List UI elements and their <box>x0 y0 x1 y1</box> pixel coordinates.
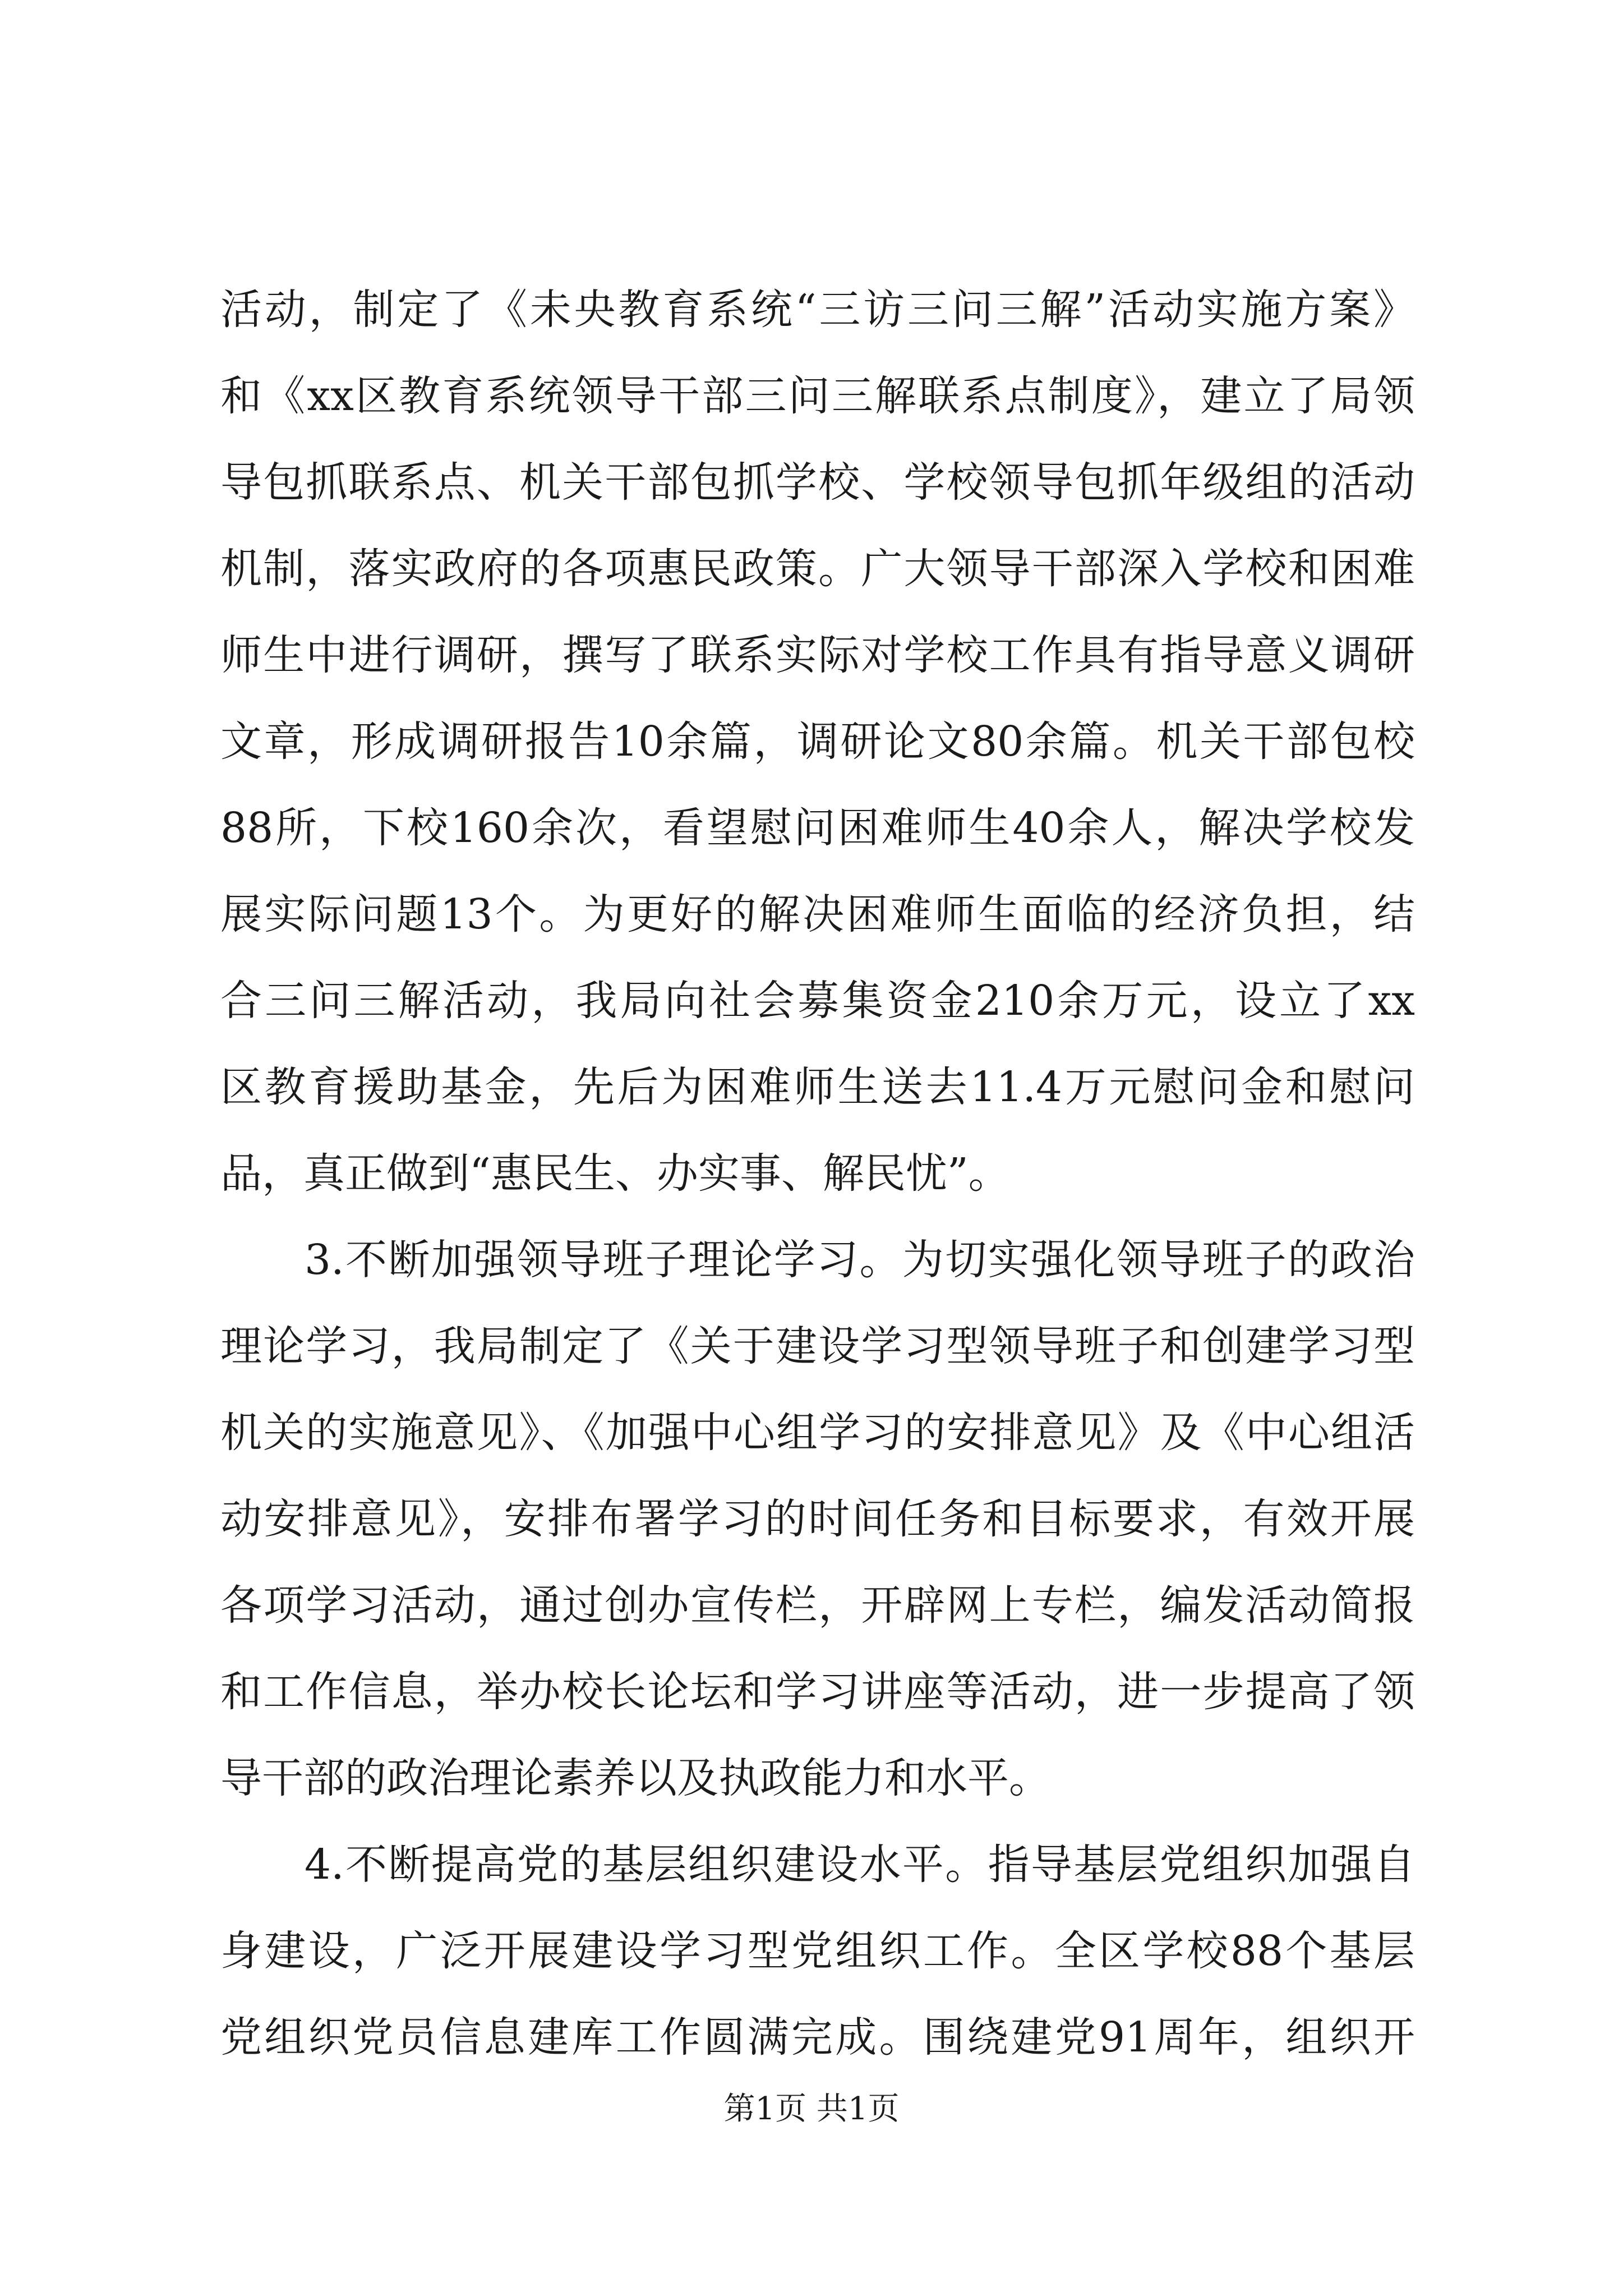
text-line-12: 3.不断加强领导班子理论学习。为切实强化领导班子的政治 <box>305 1236 1415 1284</box>
page-footer: 第1页 共1页 <box>723 2091 900 2127</box>
text-line-5: 师生中进行调研，撰写了联系实际对学校工作具有指导意义调研 <box>220 631 1415 679</box>
text-line-16: 各项学习活动，通过创办宣传栏，开辟网上专栏，编发活动简报 <box>220 1581 1415 1630</box>
text-line-9: 合三问三解活动，我局向社会募集资金210余万元，设立了xx <box>220 977 1415 1025</box>
text-line-17: 和工作信息，举办校长论坛和学习讲座等活动，进一步提高了领 <box>220 1668 1415 1716</box>
text-line-15: 动安排意见》，安排布署学习的时间任务和目标要求，有效开展 <box>220 1495 1415 1543</box>
text-line-7: 88所，下校160余次，看望慰问困难师生40余人，解决学校发 <box>220 804 1415 852</box>
text-line-18: 导干部的政治理论素养以及执政能力和水平。 <box>220 1754 1050 1802</box>
text-line-14: 机关的实施意见》、《加强中心组学习的安排意见》及《中心组活 <box>220 1409 1415 1457</box>
text-line-3: 导包抓联系点、机关干部包抓学校、学校领导包抓年级组的活动 <box>220 458 1415 507</box>
text-line-2: 和《xx区教育系统领导干部三问三解联系点制度》，建立了局领 <box>220 372 1415 420</box>
text-line-19: 4.不断提高党的基层组织建设水平。指导基层党组织加强自 <box>305 1841 1415 1889</box>
text-line-13: 理论学习，我局制定了《关于建设学习型领导班子和创建学习型 <box>220 1322 1415 1370</box>
text-line-1: 活动，制定了《未央教育系统“三访三问三解”活动实施方案》 <box>220 286 1415 334</box>
text-line-6: 文章，形成调研报告10余篇，调研论文80余篇。机关干部包校 <box>220 717 1415 766</box>
document-body <box>220 266 1415 2081</box>
text-line-8: 展实际问题13个。为更好的解决困难师生面临的经济负担，结 <box>220 890 1415 938</box>
text-line-11: 品，真正做到“惠民生、办实事、解民忧”。 <box>220 1149 1010 1198</box>
text-line-20: 身建设，广泛开展建设学习型党组织工作。全区学校88个基层 <box>220 1927 1415 1975</box>
text-line-21: 党组织党员信息建库工作圆满完成。围绕建党91周年，组织开 <box>220 2013 1415 2062</box>
text-line-10: 区教育援助基金，先后为困难师生送去11.4万元慰问金和慰问 <box>220 1063 1415 1111</box>
text-line-4: 机制，落实政府的各项惠民政策。广大领导干部深入学校和困难 <box>220 545 1415 593</box>
